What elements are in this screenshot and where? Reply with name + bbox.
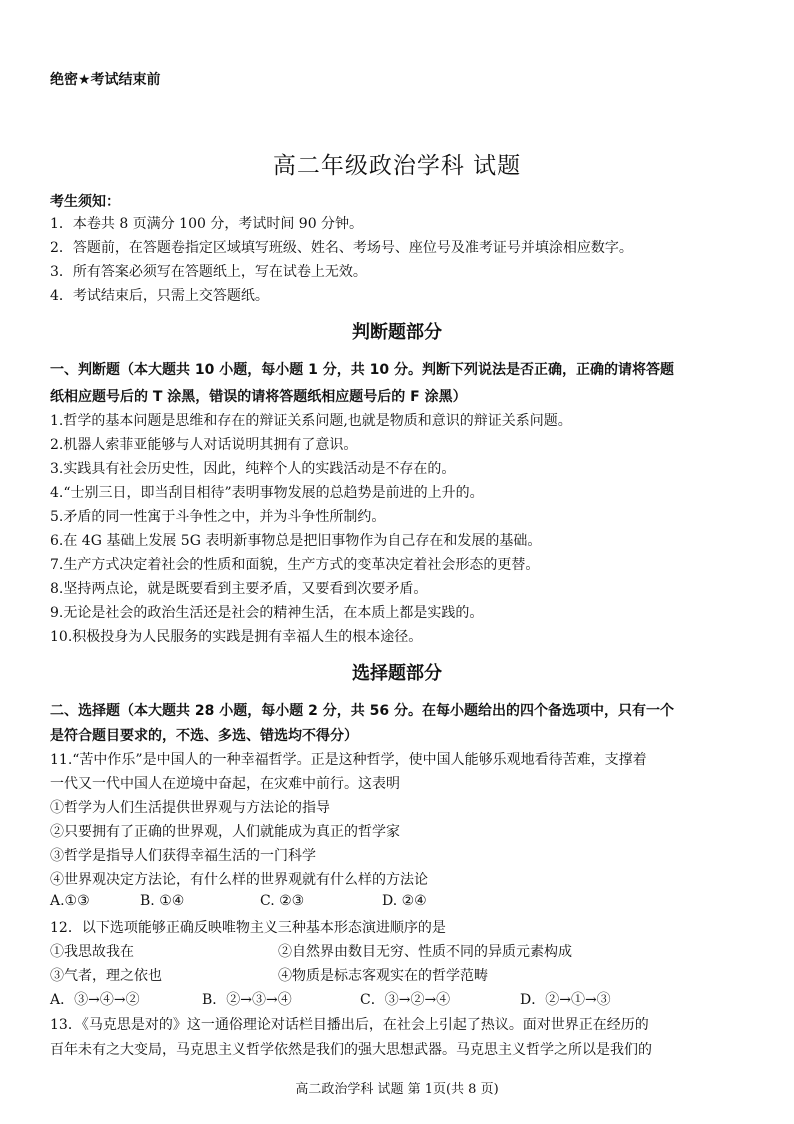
notice-item: 2．答题前，在答题卷指定区域填写班级、姓名、考场号、座位号及准考证号并填涂相应数字。 (50, 240, 633, 256)
question-stem: 11.“苦中作乐”是中国人的一种幸福哲学。正是这种哲学，使中国人能够乐观地看待苦难，支撑着 (50, 752, 647, 768)
question-statement: ①我思故我在 (50, 944, 134, 960)
question-statement: ③哲学是指导人们获得幸福生活的一门科学 (50, 848, 316, 864)
judgment-item: 2.机器人索菲亚能够与人对话说明其拥有了意识。 (50, 437, 358, 453)
notice-label: 考生须知： (50, 194, 120, 210)
judgment-item: 10.积极投身为人民服务的实践是拥有幸福人生的根本途径。 (50, 629, 423, 645)
option-d: D. ②④ (382, 893, 427, 909)
judgment-item: 3.实践具有社会历史性，因此，纯粹个人的实践活动是不存在的。 (50, 461, 456, 477)
question-stem: 13．《马克思是对的》这一通俗理论对话栏目播出后，在社会上引起了热议。面对世界正在经历的 (50, 1017, 649, 1033)
notice-item: 1．本卷共 8 页满分 100 分，考试时间 90 分钟。 (50, 216, 364, 232)
section-heading-judgment: 判断题部分 (352, 322, 442, 343)
judgment-item: 1.哲学的基本问题是思维和存在的辩证关系问题,也就是物质和意识的辩证关系问题。 (50, 413, 572, 429)
option-b: B. ①④ (140, 893, 185, 909)
notice-item: 4．考试结束后，只需上交答题纸。 (50, 288, 269, 304)
notice-item: 3．所有答案必须写在答题纸上，写在试卷上无效。 (50, 264, 367, 280)
page-footer: 高二政治学科 试题 第 1页(共 8 页) (295, 1082, 499, 1097)
judgment-item: 5.矛盾的同一性寓于斗争性之中，并为斗争性所制约。 (50, 509, 386, 525)
section-instruction: 二、选择题（本大题共 28 小题，每小题 2 分，共 56 分。在每小题给出的四个备选项中，只有一个 (50, 703, 674, 719)
question-stem: 百年未有之大变局，马克思主义哲学依然是我们的强大思想武器。马克思主义哲学之所以是我们的 (50, 1042, 652, 1058)
option-c: C．③→②→④ (360, 992, 451, 1008)
section-instruction: 纸相应题号后的 T 涂黑，错误的请将答题纸相应题号后的 F 涂黑） (50, 389, 467, 405)
option-b: B．②→③→④ (202, 992, 292, 1008)
question-statement: ②自然界由数目无穷、性质不同的异质元素构成 (278, 944, 572, 960)
option-c: C. ②③ (260, 893, 305, 909)
judgment-item: 6.在 4G 基础上发展 5G 表明新事物总是把旧事物作为自己存在和发展的基础。 (50, 533, 542, 549)
section-instruction: 一、判断题（本大题共 10 小题，每小题 1 分，共 10 分。判断下列说法是否正确，正确的请将答题 (50, 362, 674, 378)
option-d: D．②→①→③ (520, 992, 611, 1008)
question-stem: 一代又一代中国人在逆境中奋起，在灾难中前行。这表明 (50, 776, 400, 792)
judgment-item: 9.无论是社会的政治生活还是社会的精神生活，在本质上都是实践的。 (50, 605, 484, 621)
page-title: 高二年级政治学科 试题 (272, 153, 522, 179)
judgment-item: 8.坚持两点论，就是既要看到主要矛盾，又要看到次要矛盾。 (50, 581, 428, 597)
question-statement: ②只要拥有了正确的世界观，人们就能成为真正的哲学家 (50, 824, 400, 840)
section-heading-choice: 选择题部分 (352, 663, 442, 684)
section-instruction: 是符合题目要求的，不选、多选、错选均不得分） (50, 728, 358, 744)
option-a: A.①③ (50, 893, 90, 909)
question-stem: 12．以下选项能够正确反映唯物主义三种基本形态演进顺序的是 (50, 920, 446, 936)
question-statement: ③气者，理之依也 (50, 968, 162, 984)
question-statement: ④物质是标志客观实在的哲学范畴 (278, 968, 488, 984)
question-statement: ①哲学为人们生活提供世界观与方法论的指导 (50, 800, 330, 816)
question-statement: ④世界观决定方法论，有什么样的世界观就有什么样的方法论 (50, 872, 428, 888)
confidential-mark: 绝密★考试结束前 (50, 72, 161, 88)
option-a: A．③→④→② (50, 992, 140, 1008)
judgment-item: 4.“士别三日，即当刮目相待”表明事物发展的总趋势是前进的上升的。 (50, 485, 484, 501)
judgment-item: 7.生产方式决定着社会的性质和面貌，生产方式的变革决定着社会形态的更替。 (50, 557, 540, 573)
